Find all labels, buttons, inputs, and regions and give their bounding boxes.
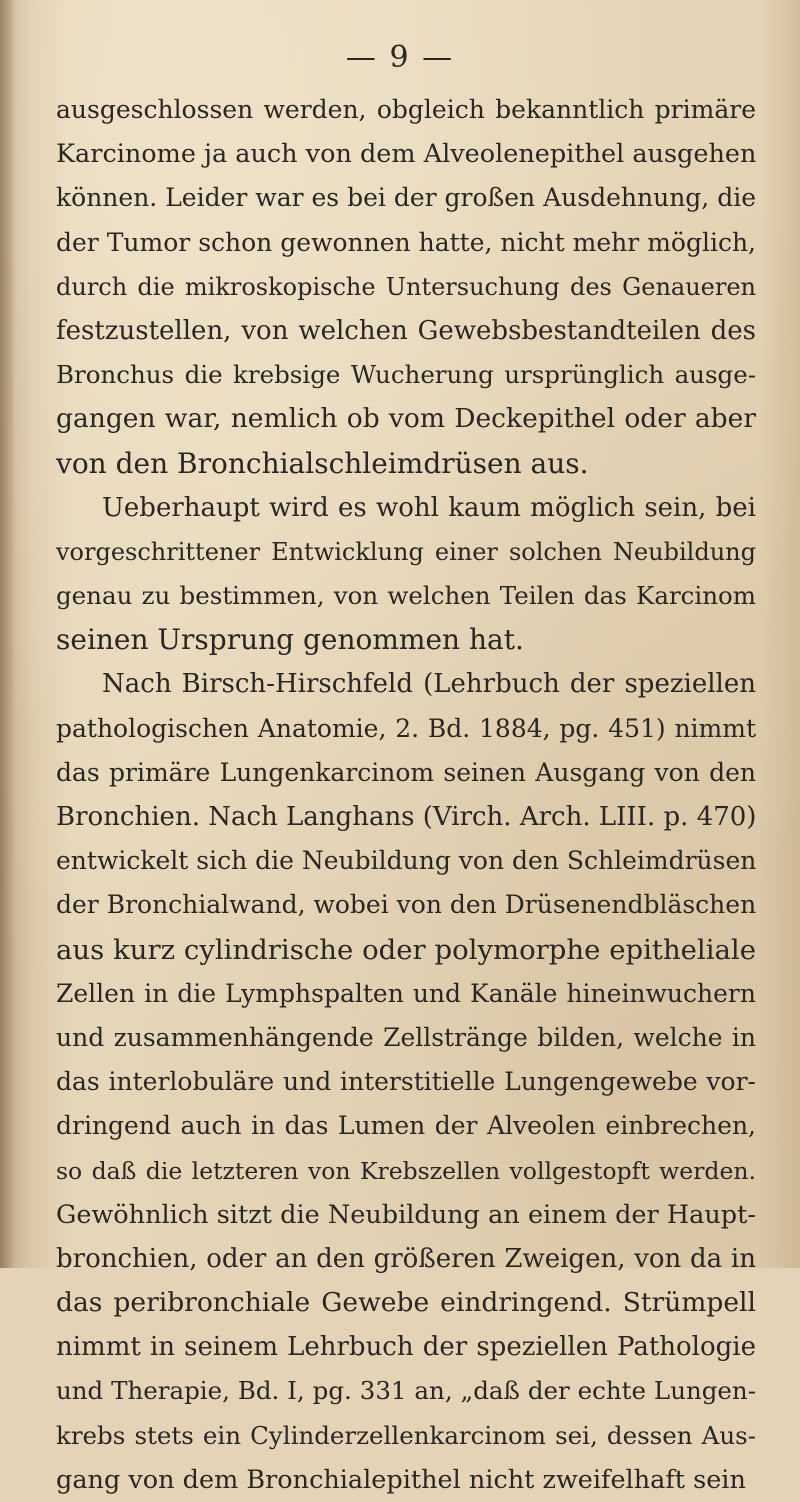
text-line: aus kurz cylindrische oder polymorphe epitheliale xyxy=(56,933,756,966)
text-line: Zellen in die Lymphspalten und Kanäle hineinwuchern xyxy=(56,978,756,1008)
text-line: gang von dem Bronchialepithel nicht zweifelhaft sein xyxy=(56,1464,746,1495)
body-text xyxy=(56,88,756,1502)
text-line: Ueberhaupt wird es wohl kaum möglich sein, bei xyxy=(102,492,756,523)
text-line: seinen Ursprung genommen hat. xyxy=(56,623,524,657)
text-line: Nach Birsch-Hirschfeld (Lehrbuch der speziellen xyxy=(102,669,756,700)
text-line: Bronchus die krebsige Wucherung ursprünglich ausge- xyxy=(56,360,756,390)
text-line: nimmt in seinem Lehrbuch der speziellen Pathologie xyxy=(56,1332,756,1363)
text-line: können. Leider war es bei der großen Ausdehnung, die xyxy=(56,183,756,213)
text-line: so daß die letzteren von Krebszellen vollgestopft werden. xyxy=(56,1156,756,1185)
text-line: genau zu bestimmen, von welchen Teilen das Karcinom xyxy=(56,581,756,611)
text-line: ausgeschlossen werden, obgleich bekanntlich primäre xyxy=(56,95,756,124)
text-line: bronchien, oder an den größeren Zweigen, von da in xyxy=(56,1243,756,1274)
text-line: pathologischen Anatomie, 2. Bd. 1884, pg. 451) nimmt xyxy=(56,713,756,743)
text-line: durch die mikroskopische Untersuchung des Genaueren xyxy=(56,272,756,301)
text-line: der Bronchialwand, wobei von den Drüsenendbläschen xyxy=(56,890,757,920)
page-number: — 9 — xyxy=(345,40,455,75)
text-line: dringend auch in das Lumen der Alveolen einbrechen, xyxy=(56,1111,756,1141)
text-line: Bronchien. Nach Langhans (Virch. Arch. LIII. p. 470) xyxy=(56,802,757,832)
page-binding-edge xyxy=(0,0,16,1268)
text-line: der Tumor schon gewonnen hatte, nicht mehr möglich, xyxy=(56,227,756,257)
text-line: das interlobuläre und interstitielle Lungengewebe vor- xyxy=(56,1067,756,1097)
text-line: und Therapie, Bd. I, pg. 331 an, „daß der echte Lungen- xyxy=(56,1376,756,1406)
text-line: festzustellen, von welchen Gewebsbestandteilen des xyxy=(56,315,756,346)
text-line: Gewöhnlich sitzt die Neubildung an einem der Haupt- xyxy=(56,1199,756,1230)
text-line: das primäre Lungenkarcinom seinen Ausgang von den xyxy=(56,757,756,787)
text-line: gangen war, nemlich ob vom Deckepithel oder aber xyxy=(56,403,756,435)
text-line: entwickelt sich die Neubildung von den Schleimdrüsen xyxy=(56,846,757,876)
text-line: krebs stets ein Cylinderzellenkarcinom sei, dessen Aus- xyxy=(56,1420,756,1450)
text-line: von den Bronchialschleimdrüsen aus. xyxy=(56,446,589,480)
text-line: vorgeschrittener Entwicklung einer solchen Neubildung xyxy=(56,537,756,566)
text-line: Karcinome ja auch von dem Alveolenepithel ausgehen xyxy=(56,139,757,170)
text-line: das peribronchiale Gewebe eindringend. Strümpell xyxy=(56,1287,756,1319)
text-line: und zusammenhängende Zellstränge bilden, welche in xyxy=(56,1022,756,1052)
